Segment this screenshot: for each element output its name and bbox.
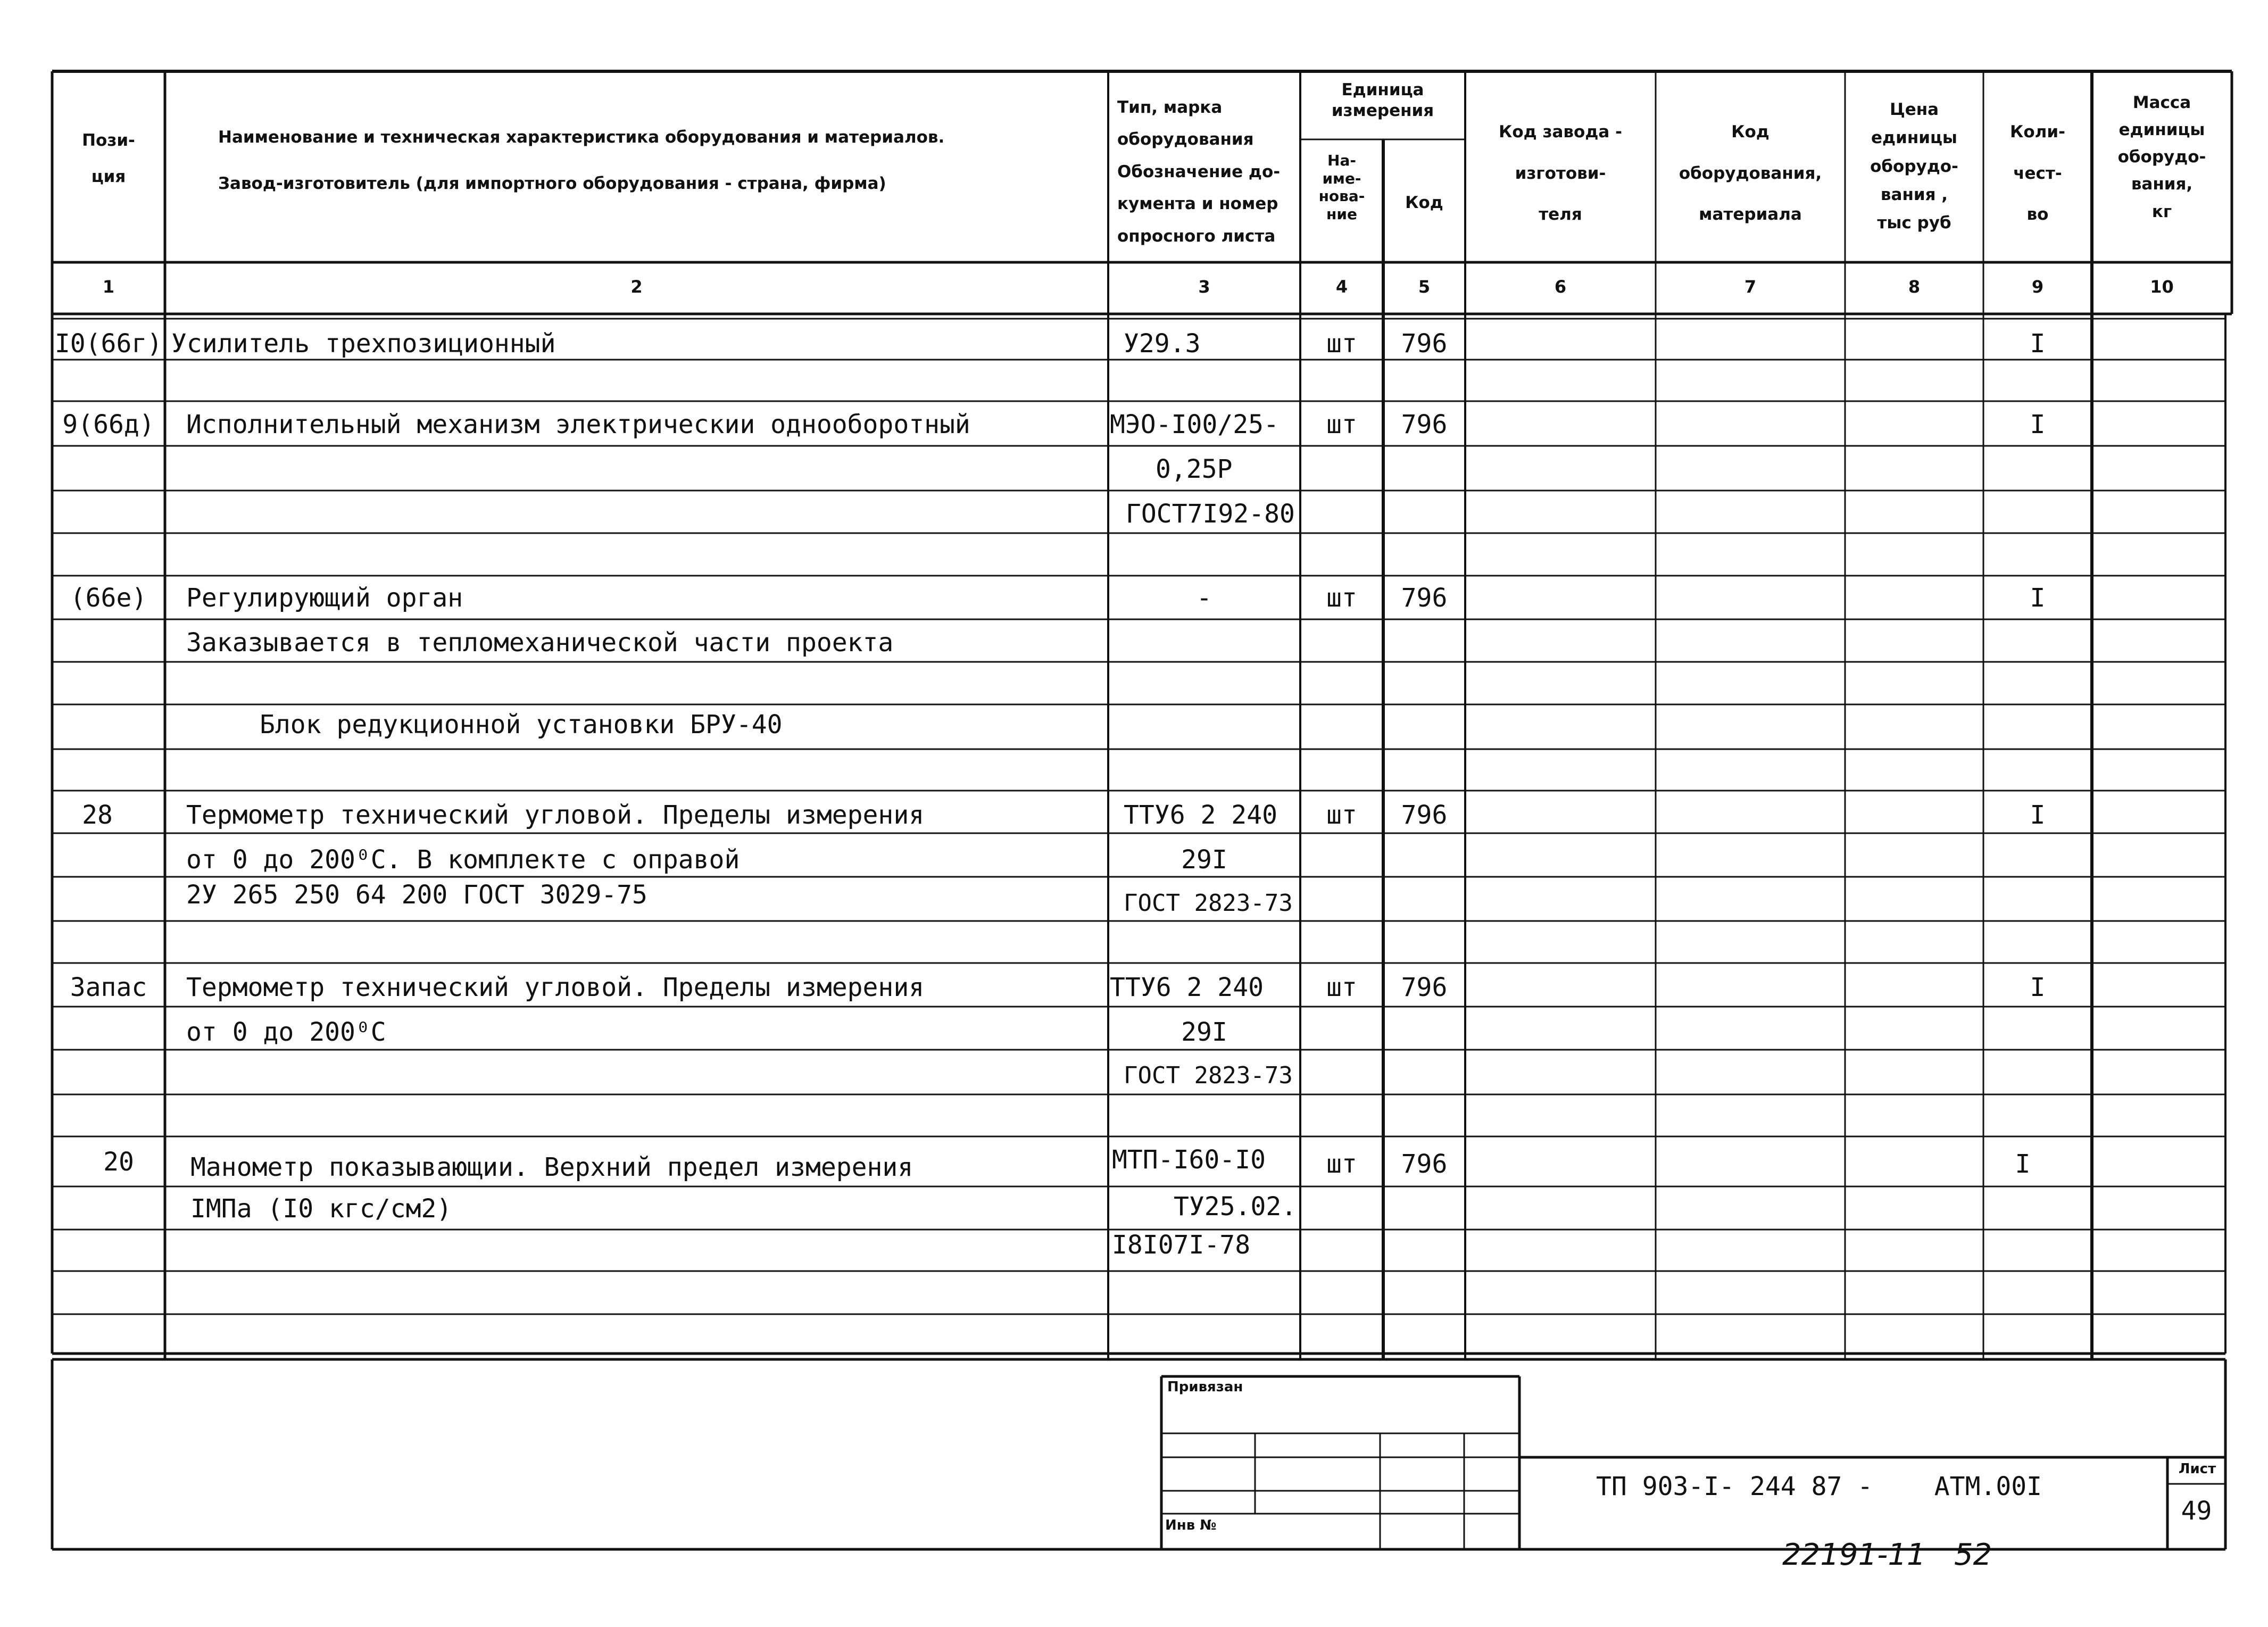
header-unit-name: На- име- нова- ние	[1318, 152, 1365, 223]
type-cell: 29I	[1181, 1017, 1227, 1047]
unit-code-cell: 796	[1401, 1149, 1448, 1179]
unit-cell: шт	[1326, 583, 1357, 613]
name-cell: Термометр технический угловой. Пределы измерения	[186, 800, 925, 830]
name-cell: Блок редукционной установки БРУ-40	[260, 710, 783, 740]
quantity-cell: I	[2030, 800, 2046, 830]
header-quantity: Коли- чест- во	[2010, 122, 2065, 224]
name-cell: Заказывается в тепломеханической части проекта	[186, 628, 894, 658]
type-cell: ГОСТ7I92-80	[1126, 499, 1295, 529]
header-unit-price: Цена единицы оборудо- вания , тыс руб	[1870, 100, 1958, 233]
column-number: 4	[1335, 277, 1348, 297]
column-number: 8	[1908, 277, 1921, 297]
type-cell: 29I	[1181, 845, 1227, 875]
type-cell: I8I07I-78	[1112, 1230, 1251, 1260]
position-cell: Запас	[70, 973, 147, 1002]
name-cell: от 0 до 200⁰С. В комплекте с оправой	[186, 845, 740, 875]
unit-code-cell: 796	[1401, 583, 1448, 613]
position-cell: 9(66д)	[62, 410, 155, 439]
header-position: Пози- ция	[82, 131, 135, 187]
unit-code-cell: 796	[1401, 329, 1448, 359]
column-number: 6	[1554, 277, 1567, 297]
position-cell: 28	[82, 800, 113, 830]
unit-cell: шт	[1326, 1149, 1357, 1179]
sheet-number: 49	[2181, 1496, 2212, 1526]
unit-cell: шт	[1326, 410, 1357, 439]
document-code: ТП 903-I- 244 87 - АТМ.00I	[1596, 1472, 2042, 1501]
unit-code-cell: 796	[1401, 973, 1448, 1002]
position-cell: I0(66г)	[54, 329, 163, 359]
name-cell: Усилитель трехпозиционный	[171, 329, 556, 359]
header-equipment-code: Код оборудования, материала	[1679, 122, 1822, 224]
header-unit-group: Единица измерения	[1331, 80, 1434, 120]
quantity-cell: I	[2015, 1149, 2031, 1179]
quantity-cell: I	[2030, 583, 2046, 613]
unit-cell: шт	[1326, 329, 1357, 359]
name-cell: IМПа (I0 кгс/см2)	[190, 1194, 452, 1224]
unit-code-cell: 796	[1401, 410, 1448, 439]
type-cell: МЭО-I00/25-	[1110, 410, 1279, 439]
type-cell: 0,25Р	[1156, 454, 1233, 484]
quantity-cell: I	[2030, 410, 2046, 439]
name-cell: Исполнительный механизм электрическии однооборотный	[186, 410, 970, 439]
column-number: 5	[1418, 277, 1431, 297]
sheet-label: Лист	[2178, 1461, 2216, 1477]
stamp-linked-label: Привязан	[1167, 1379, 1243, 1395]
name-cell: Термометр технический угловой. Пределы измерения	[186, 973, 925, 1002]
position-cell: 20	[103, 1147, 134, 1177]
header-factory-code: Код завода - изготови- теля	[1499, 122, 1622, 224]
column-number: 2	[630, 277, 643, 297]
name-cell: от 0 до 200⁰С	[186, 1017, 386, 1047]
type-cell: ГОСТ 2823-73	[1124, 890, 1293, 917]
type-cell: МТП-I60-I0	[1112, 1145, 1266, 1175]
unit-cell: шт	[1326, 973, 1357, 1002]
name-cell: Регулирующий орган	[186, 583, 463, 613]
position-cell: (66е)	[70, 583, 147, 613]
quantity-cell: I	[2030, 973, 2046, 1002]
header-unit-mass: Масса единицы оборудо- вания, кг	[2117, 93, 2206, 221]
column-number: 7	[1744, 277, 1757, 297]
type-cell: ТТУ6 2 240	[1124, 800, 1277, 830]
type-cell: ГОСТ 2823-73	[1124, 1062, 1293, 1089]
header-unit-code: Код	[1405, 193, 1443, 212]
type-cell: У29.3	[1124, 329, 1201, 359]
unit-cell: шт	[1326, 800, 1357, 830]
column-number: 10	[2150, 277, 2174, 297]
column-number: 9	[2031, 277, 2044, 297]
type-cell: -	[1197, 583, 1212, 613]
type-cell: ТУ25.02.	[1174, 1192, 1297, 1222]
header-name-description: Наименование и техническая характеристика оборудования и материалов. Завод-изготовитель (для импортного оборудования - страна, фирма)	[218, 128, 945, 193]
handwritten-archive-number: 22191-11 52	[1782, 1538, 1992, 1572]
stamp-inventory-label: Инв №	[1165, 1517, 1217, 1533]
name-cell: Манометр показывающии. Верхний предел измерения	[190, 1152, 913, 1182]
quantity-cell: I	[2030, 329, 2046, 359]
column-number: 1	[102, 277, 115, 297]
name-cell: 2У 265 250 64 200 ГОСТ 3029-75	[186, 880, 647, 910]
type-cell: ТТУ6 2 240	[1110, 973, 1264, 1002]
unit-code-cell: 796	[1401, 800, 1448, 830]
column-number: 3	[1198, 277, 1210, 297]
header-type-mark: Тип, марка оборудования Обозначение до- кумента и номер опросного листа	[1117, 98, 1281, 246]
